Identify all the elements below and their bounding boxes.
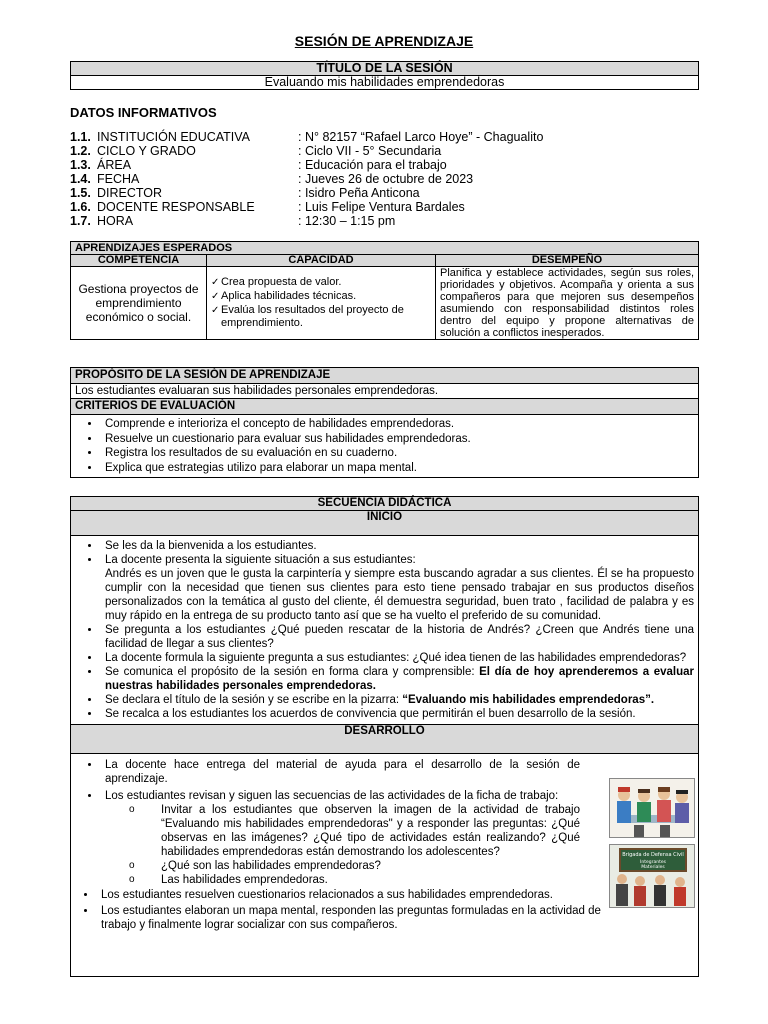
- inicio-heading: INICIO: [71, 511, 699, 536]
- datos-num: 1.6.: [70, 200, 91, 214]
- datos-label: ÁREA: [97, 158, 132, 172]
- desarrollo-body: [75, 758, 694, 976]
- desarrollo-item: • La docente hace entrega del material de ayuda para el desarrollo de la sesión de aprendizaje.: [101, 758, 580, 786]
- datos-value: : N° 82157 “Rafael Larco Hoye” - Chagualito: [298, 130, 544, 144]
- secuencia-heading: SECUENCIA DIDÁCTICA: [71, 497, 699, 511]
- aprendizajes-heading: APRENDIZAJES ESPERADOS: [71, 242, 699, 255]
- desarrollo-item-text: Los estudiantes revisan y siguen las secuencias de las actividades de la ficha de trabajo:: [105, 790, 559, 802]
- datos-heading: DATOS INFORMATIVOS: [70, 105, 217, 120]
- col-desempeno: DESEMPEÑO: [436, 255, 699, 267]
- desempeno-cell: Planifica y establece actividades, según sus roles, prioridades y objetivos. Acompaña y orienta a sus compañeros para que mejoren sus desempeños asumiendo con responsabilidad distintos roles dentro del equipo y propone alternativas de solución a conflictos inesperados.: [436, 267, 699, 340]
- criterio-item: • Explica que estrategias utilizo para elaborar un mapa mental.: [101, 461, 694, 476]
- desarrollo-cell: [71, 754, 699, 977]
- inicio-item: • Se les da la bienvenida a los estudiantes.: [101, 539, 694, 553]
- desarrollo-heading: DESARROLLO: [71, 725, 699, 754]
- session-title-heading: TÍTULO DE LA SESIÓN: [71, 62, 699, 76]
- desarrollo-sublist: [105, 803, 580, 887]
- desarrollo-item: • Los estudiantes elaboran un mapa mental, responden las preguntas formuladas en la actividad de trabajo y finalmente lograr socializar con sus compañeros.: [97, 904, 606, 932]
- datos-label: INSTITUCIÓN EDUCATIVA: [97, 130, 251, 144]
- competencia-cell: Gestiona proyectos de emprendimiento económico o social.: [71, 267, 207, 340]
- datos-value: : 12:30 – 1:15 pm: [298, 214, 396, 228]
- datos-value: : Isidro Peña Anticona: [298, 186, 420, 200]
- datos-num: 1.5.: [70, 186, 91, 200]
- sign-line-2: Integrantes: [640, 860, 666, 865]
- inicio-item: • Se pregunta a los estudiantes ¿Qué pueden rescatar de la historia de Andrés? ¿Creen que Andrés tiene una facilidad de llegar a sus clientes?: [101, 623, 694, 651]
- desarrollo-item: • Los estudiantes resuelven cuestionarios relacionados a sus habilidades emprendedoras.: [97, 888, 606, 902]
- students-illustration: [609, 778, 695, 838]
- sub-item: o Las habilidades emprendedoras.: [157, 873, 580, 887]
- purpose-bold: El día de hoy aprenderemos a evaluar nuestras habilidades personales emprendedoras.: [105, 666, 694, 692]
- sub-item: o Invitar a los estudiantes que observen la imagen de la actividad de trabajo “Evaluando mis habilidades emprendedoras" y a responder las preguntas: ¿Qué observas en las imágenes? ¿Qué tipo de actividades están realizando? ¿Qué habilidades emprendedoras están demostrando los adolescentes?: [157, 803, 580, 859]
- criterio-item: • Registra los resultados de su evaluación en su cuaderno.: [101, 446, 694, 461]
- desarrollo-list-2: [75, 888, 606, 932]
- sign-line-1: Brigada de Defensa Civil: [622, 852, 684, 858]
- capacidad-item: ✓ Evalúa los resultados del proyecto de emprendimiento.: [211, 304, 431, 330]
- datos-row: [70, 186, 710, 200]
- datos-list: [70, 130, 710, 228]
- datos-row: [70, 130, 710, 144]
- datos-label: DIRECTOR: [97, 186, 163, 200]
- col-capacidad: CAPACIDAD: [207, 255, 436, 267]
- datos-row: [70, 144, 710, 158]
- criterios-list: [75, 417, 694, 475]
- datos-label: HORA: [97, 214, 134, 228]
- datos-row: [70, 200, 710, 214]
- criterio-item: • Resuelve un cuestionario para evaluar sus habilidades emprendedoras.: [101, 432, 694, 447]
- inicio-item: • La docente formula la siguiente pregunta a sus estudiantes: ¿Qué idea tienen de las habilidades emprendedoras?: [101, 651, 694, 665]
- datos-value: : Luis Felipe Ventura Bardales: [298, 200, 465, 214]
- inicio-item-text: Se comunica el propósito de la sesión en forma clara y comprensible:: [105, 666, 480, 678]
- story-text: Andrés es un joven que le gusta la carpintería y siempre esta buscando agradar a sus clientes. Él se ha propuesto cumplir con la necesidad que tienen sus clientes para esto tiene pensado trabajar en sus productos diseños personalizados con la temática al gusto del cliente, él demuestra seguridad, buen trato , facilidad de palabra y es muy rápido en la entrega de su producto tanto así que se ha vuelto el preferido de su comunidad.: [105, 568, 694, 622]
- session-title-box: [70, 61, 699, 90]
- inicio-list: [75, 539, 694, 721]
- capacidad-item: ✓ Crea propuesta de valor.: [211, 276, 431, 289]
- inicio-item: [101, 665, 694, 693]
- datos-num: 1.3.: [70, 158, 91, 172]
- datos-row: [70, 172, 710, 186]
- datos-label: DOCENTE RESPONSABLE: [97, 200, 255, 214]
- criterio-item: • Comprende e interioriza el concepto de habilidades emprendedoras.: [101, 417, 694, 432]
- proposito-table: [70, 367, 699, 478]
- desarrollo-list: [75, 758, 580, 887]
- datos-label: CICLO Y GRADO: [97, 144, 196, 158]
- capacidad-list: [211, 276, 431, 330]
- datos-num: 1.1.: [70, 130, 91, 144]
- datos-num: 1.4.: [70, 172, 91, 186]
- col-competencia: COMPETENCIA: [71, 255, 207, 267]
- secuencia-table: [70, 496, 699, 977]
- datos-num: 1.7.: [70, 214, 91, 228]
- inicio-cell: [71, 536, 699, 725]
- session-title: Evaluando mis habilidades emprendedoras: [71, 76, 699, 90]
- datos-label: FECHA: [97, 172, 140, 186]
- sub-item: o ¿Qué son las habilidades emprendedoras?: [157, 859, 580, 873]
- datos-num: 1.2.: [70, 144, 91, 158]
- inicio-item-text: La docente presenta la siguiente situación a sus estudiantes:: [105, 554, 416, 566]
- capacidad-item: ✓ Aplica habilidades técnicas.: [211, 290, 431, 303]
- proposito-heading: PROPÓSITO DE LA SESIÓN DE APRENDIZAJE: [71, 368, 699, 384]
- datos-row: [70, 214, 710, 228]
- inicio-item: • Se recalca a los estudiantes los acuerdos de convivencia que permitirán el buen desarrollo de la sesión.: [101, 707, 694, 721]
- aprendizajes-table: [70, 241, 699, 340]
- classroom-illustration: [609, 844, 695, 908]
- desarrollo-item: [101, 789, 580, 887]
- datos-row: [70, 158, 710, 172]
- datos-value: : Ciclo VII - 5° Secundaria: [298, 144, 442, 158]
- inicio-item: [101, 693, 694, 707]
- inicio-item: [101, 553, 694, 623]
- datos-value: : Educación para el trabajo: [298, 158, 447, 172]
- proposito-text: Los estudiantes evaluaran sus habilidades personales emprendedoras.: [71, 384, 699, 399]
- capacidad-cell: [207, 267, 436, 340]
- page-title: SESIÓN DE APRENDIZAJE: [294, 33, 474, 49]
- criterios-heading: CRITERIOS DE EVALUACIÓN: [71, 399, 699, 415]
- title-bold: “Evaluando mis habilidades emprendedoras”.: [402, 694, 655, 706]
- criterios-cell: [71, 415, 699, 478]
- sign-line-3: Materiales: [641, 865, 665, 870]
- inicio-item-text: Se declara el título de la sesión y se escribe en la pizarra:: [105, 694, 403, 706]
- datos-value: : Jueves 26 de octubre de 2023: [298, 172, 474, 186]
- desarrollo-text: [75, 758, 580, 887]
